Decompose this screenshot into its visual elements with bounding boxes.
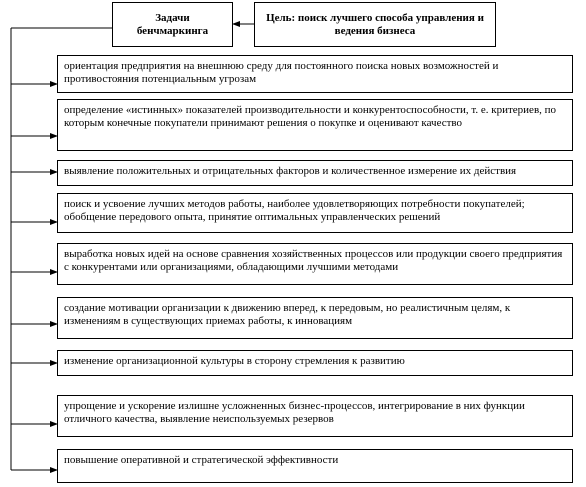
task-text: выработка новых идей на основе сравнения хозяйственных процессов или продукции своего предприятия с конкурентами или организациями, обладающими лучшими методами	[64, 248, 563, 273]
task-box	[57, 193, 573, 233]
task-box	[57, 243, 573, 285]
task-box	[57, 297, 573, 339]
goal-text: Цель: поиск лучшего способа управления и ведения бизнеса	[266, 11, 484, 37]
task-box	[57, 160, 573, 186]
task-text: выявление положительных и отрицательных факторов и количественное измерение их действия	[64, 165, 517, 177]
tasks-title: Задачи бенчмаркинга	[136, 11, 209, 37]
task-text: повышение оперативной и стратегической эффективности	[64, 454, 339, 466]
branch-arrows	[11, 84, 57, 470]
task-text: изменение организационной культуры в сторону стремления к развитию	[64, 355, 405, 367]
task-text: создание мотивации организации к движению вперед, к передовым, но реалистичным целям, к изменениям в существующих приемах работы, к инновациям	[64, 302, 511, 327]
task-box	[57, 350, 573, 376]
task-box	[57, 449, 573, 483]
goal-box	[254, 2, 496, 47]
task-text: ориентация предприятия на внешнюю среду для постоянного поиска новых возможностей и противостояния потенциальным угрозам	[64, 60, 499, 85]
task-text: определение «истинных» показателей производительности и конкурентоспособности, т. е. критериев, по которым конечные покупатели принимают решения о покупке и оценивают качество	[64, 104, 557, 129]
task-box	[57, 55, 573, 93]
task-text: упрощение и ускорение излишне усложненных бизнес-процессов, интегрирование в них функции отличного качества, выявление неиспользуемых резервов	[64, 400, 525, 425]
tasks-title-box	[112, 2, 233, 47]
task-box	[57, 395, 573, 437]
task-text: поиск и усвоение лучших методов работы, наиболее удовлетворяющих потребности покупателей; обобщение передового опыта, принятие оптимальных управленческих решений	[64, 198, 525, 223]
task-box	[57, 99, 573, 151]
